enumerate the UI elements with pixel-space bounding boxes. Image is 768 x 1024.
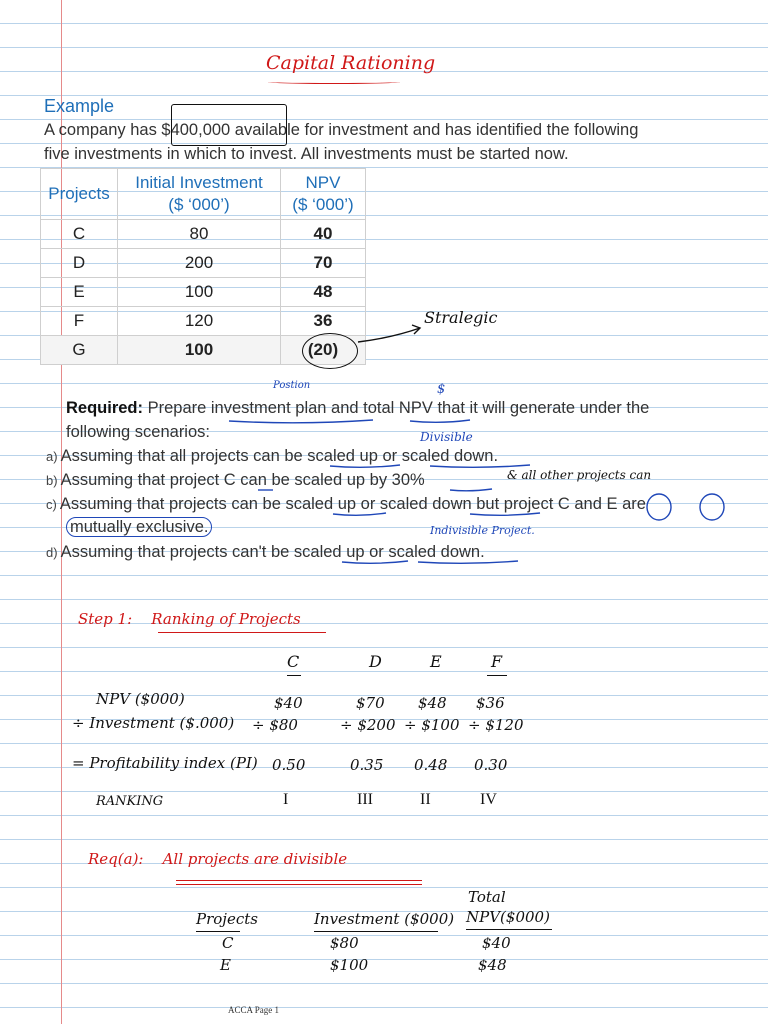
scenario-d: d) Assuming that projects can't be scaled up or scaled down. (46, 543, 485, 561)
rank-c: I (283, 791, 289, 808)
reqa-header-investment-ul (314, 931, 438, 932)
example-line-1: A company has $400,000 available for investment and has identified the following (44, 121, 639, 139)
col-c-underline (287, 675, 301, 676)
cell-investment: 120 (118, 307, 281, 336)
page-title: Capital Rationing (266, 52, 436, 74)
cell-investment: 100 (118, 336, 281, 365)
col-d: D (369, 652, 382, 671)
row-npv-f: $36 (476, 694, 505, 712)
row-npv-label: NPV ($000) (96, 690, 185, 708)
cell-investment: 200 (118, 249, 281, 278)
header-initial-investment: Initial Investment ($ ‘000’) (118, 169, 281, 220)
reqa-heading: Req(a): All projects are divisible (88, 850, 348, 868)
col-c: C (287, 652, 300, 671)
reqa-row-e-investment: $100 (330, 956, 369, 974)
reqa-header-npv-ul (466, 929, 552, 930)
row-pi-d: 0.35 (350, 756, 384, 774)
cell-investment: 80 (118, 220, 281, 249)
reqa-row-c-investment: $80 (330, 934, 359, 952)
cell-npv: 48 (281, 278, 366, 307)
reqa-header-npv: NPV($000) (466, 908, 550, 926)
row-ranking-label: RANKING (96, 794, 164, 809)
reqa-header-projects-ul (196, 931, 240, 932)
col-f: F (491, 652, 503, 671)
header-projects: Projects (41, 169, 118, 220)
row-pi-c: 0.50 (272, 756, 306, 774)
row-npv-e: $48 (418, 694, 447, 712)
scenario-c-continued: mutually exclusive. (66, 518, 212, 537)
reqa-row-e-project: E (220, 956, 231, 974)
cell-investment: 100 (118, 278, 281, 307)
col-e: E (430, 652, 442, 671)
step1-heading: Step 1: Ranking of Projects (78, 610, 301, 628)
rank-e: II (420, 791, 431, 808)
row-pi-f: 0.30 (474, 756, 508, 774)
cell-npv: (20) (281, 336, 366, 365)
cell-npv: 40 (281, 220, 366, 249)
example-line-2: five investments in which to invest. All investments must be started now. (44, 145, 569, 163)
cell-project: E (41, 278, 118, 307)
cell-project: G (41, 336, 118, 365)
row-npv-d: $70 (356, 694, 385, 712)
reqa-header-investment: Investment ($000) (314, 910, 455, 928)
scenario-b: b) Assuming that project C can be scaled up by 30% (46, 471, 425, 489)
reqa-row-e-npv: $48 (478, 956, 507, 974)
cell-npv: 70 (281, 249, 366, 278)
note-dollar: $ (437, 382, 446, 397)
reqa-underline-2 (176, 884, 422, 885)
reqa-row-c-npv: $40 (482, 934, 511, 952)
note-divisible: Divisible (420, 430, 473, 444)
note-all-other: & all other projects can (507, 468, 652, 482)
page-footer: ACCA Page 1 (228, 1005, 280, 1015)
row-investment-f: ÷ $120 (468, 716, 524, 734)
note-strategic: Stralegic (424, 308, 498, 327)
row-investment-d: ÷ $200 (340, 716, 396, 734)
rank-f: IV (480, 791, 497, 808)
row-investment-c: ÷ $80 (252, 716, 298, 734)
note-indivisible: Indivisible Project. (430, 524, 535, 537)
scenario-c: c) Assuming that projects can be scaled up or scaled down but project C and E are (46, 495, 646, 513)
scenario-a: a) Assuming that all projects can be scaled up or scaled down. (46, 447, 499, 465)
step1-underline (158, 632, 326, 633)
cell-project: F (41, 307, 118, 336)
row-investment-e: ÷ $100 (404, 716, 460, 734)
required-line-2: following scenarios: (66, 423, 210, 441)
col-f-underline (487, 675, 507, 676)
required-text: Prepare investment plan and total NPV that it will generate under the (147, 399, 650, 417)
example-heading: Example (44, 96, 115, 116)
rank-d: III (357, 791, 373, 808)
reqa-row-c-project: C (222, 934, 234, 952)
row-npv-c: $40 (274, 694, 303, 712)
cell-project: C (41, 220, 118, 249)
row-pi-e: 0.48 (414, 756, 448, 774)
header-npv: NPV ($ ‘000’) (281, 169, 366, 220)
row-pi-label: = Profitability index (PI) (72, 754, 258, 772)
reqa-underline-1 (176, 880, 422, 881)
required-label: Required: (66, 399, 144, 417)
note-position: Postion (273, 380, 311, 391)
row-investment-label: ÷ Investment ($.000) (72, 714, 235, 732)
cell-npv: 36 (281, 307, 366, 336)
cell-project: D (41, 249, 118, 278)
reqa-header-projects: Projects (196, 910, 258, 928)
reqa-header-total: Total (468, 888, 506, 906)
